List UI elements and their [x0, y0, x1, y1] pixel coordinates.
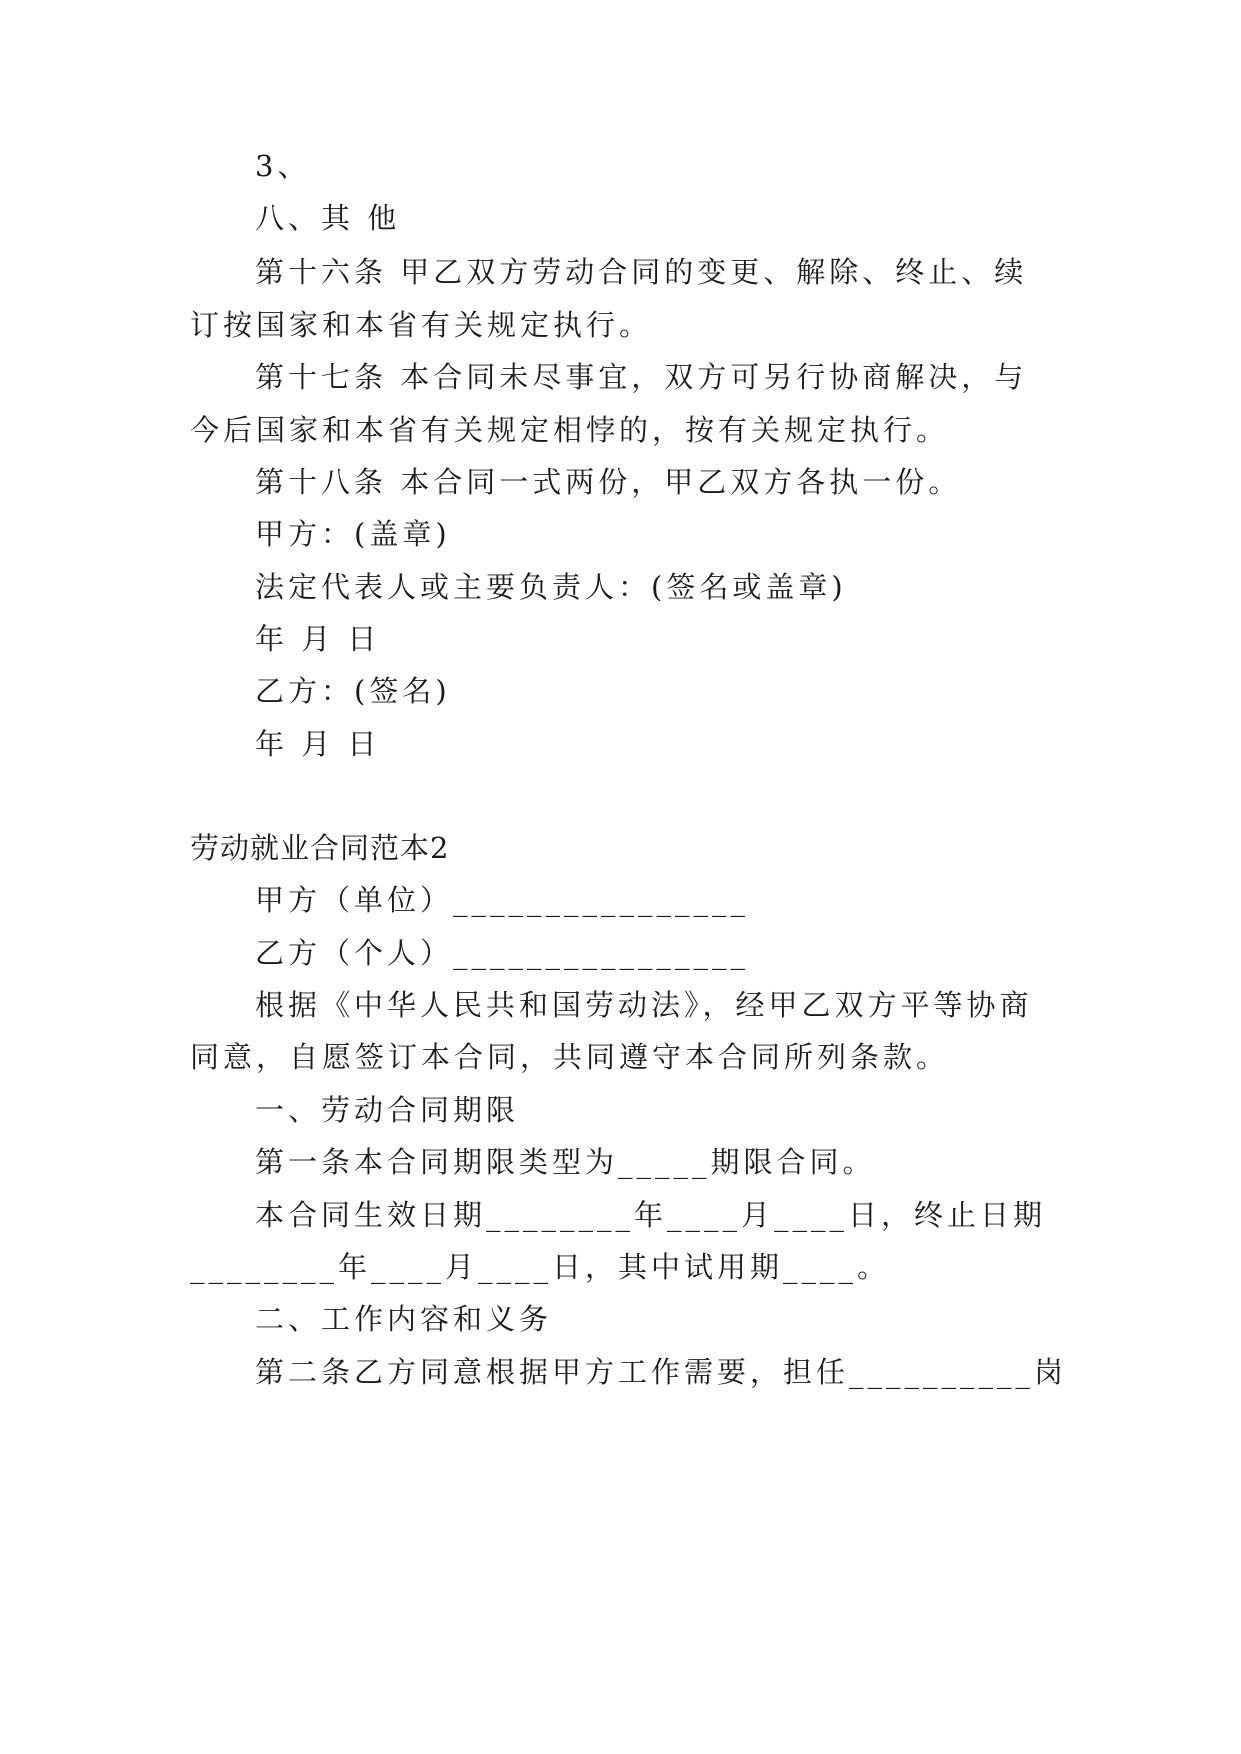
article-17-line-1: 第十七条 本合同未尽事宜，双方可另行协商解决，与: [255, 360, 1028, 394]
article-16-line-2: 订按国家和本省有关规定执行。: [190, 308, 653, 342]
section-heading-other: 八、其 他: [255, 201, 401, 235]
party-a-unit-field: 甲方（单位）________________: [255, 883, 750, 917]
effective-date-line-2: ________年____月____日，其中试用期____。: [190, 1250, 891, 1284]
party-b-individual-field: 乙方（个人）________________: [255, 936, 750, 970]
article-2: 第二条乙方同意根据甲方工作需要，担任__________岗: [255, 1355, 1068, 1389]
document-title: 劳动就业合同范本2: [190, 831, 450, 865]
section-heading-work-content: 二、工作内容和义务: [255, 1302, 553, 1336]
party-a-seal: 甲方：(盖章): [255, 517, 451, 551]
preamble-line-1: 根据《中华人民共和国劳动法》，经甲乙双方平等协商: [255, 988, 1033, 1022]
preamble-line-2: 同意，自愿签订本合同，共同遵守本合同所列条款。: [190, 1040, 950, 1074]
article-18: 第十八条 本合同一式两份，甲乙双方各执一份。: [255, 465, 962, 499]
paragraph-item-3: 3、: [255, 149, 311, 183]
section-heading-contract-term: 一、劳动合同期限: [255, 1093, 520, 1127]
legal-representative-signature: 法定代表人或主要负责人：(签名或盖章): [255, 570, 847, 604]
article-16-line-1: 第十六条 甲乙双方劳动合同的变更、解除、终止、续: [255, 255, 1028, 289]
date-line-b: 年 月 日: [255, 727, 381, 761]
effective-date-line-1: 本合同生效日期________年____月____日，终止日期: [255, 1198, 1047, 1232]
article-17-line-2: 今后国家和本省有关规定相悖的，按有关规定执行。: [190, 413, 950, 447]
party-b-signature: 乙方：(签名): [255, 674, 451, 708]
date-line-a: 年 月 日: [255, 622, 381, 656]
article-1: 第一条本合同期限类型为_____期限合同。: [255, 1145, 876, 1179]
